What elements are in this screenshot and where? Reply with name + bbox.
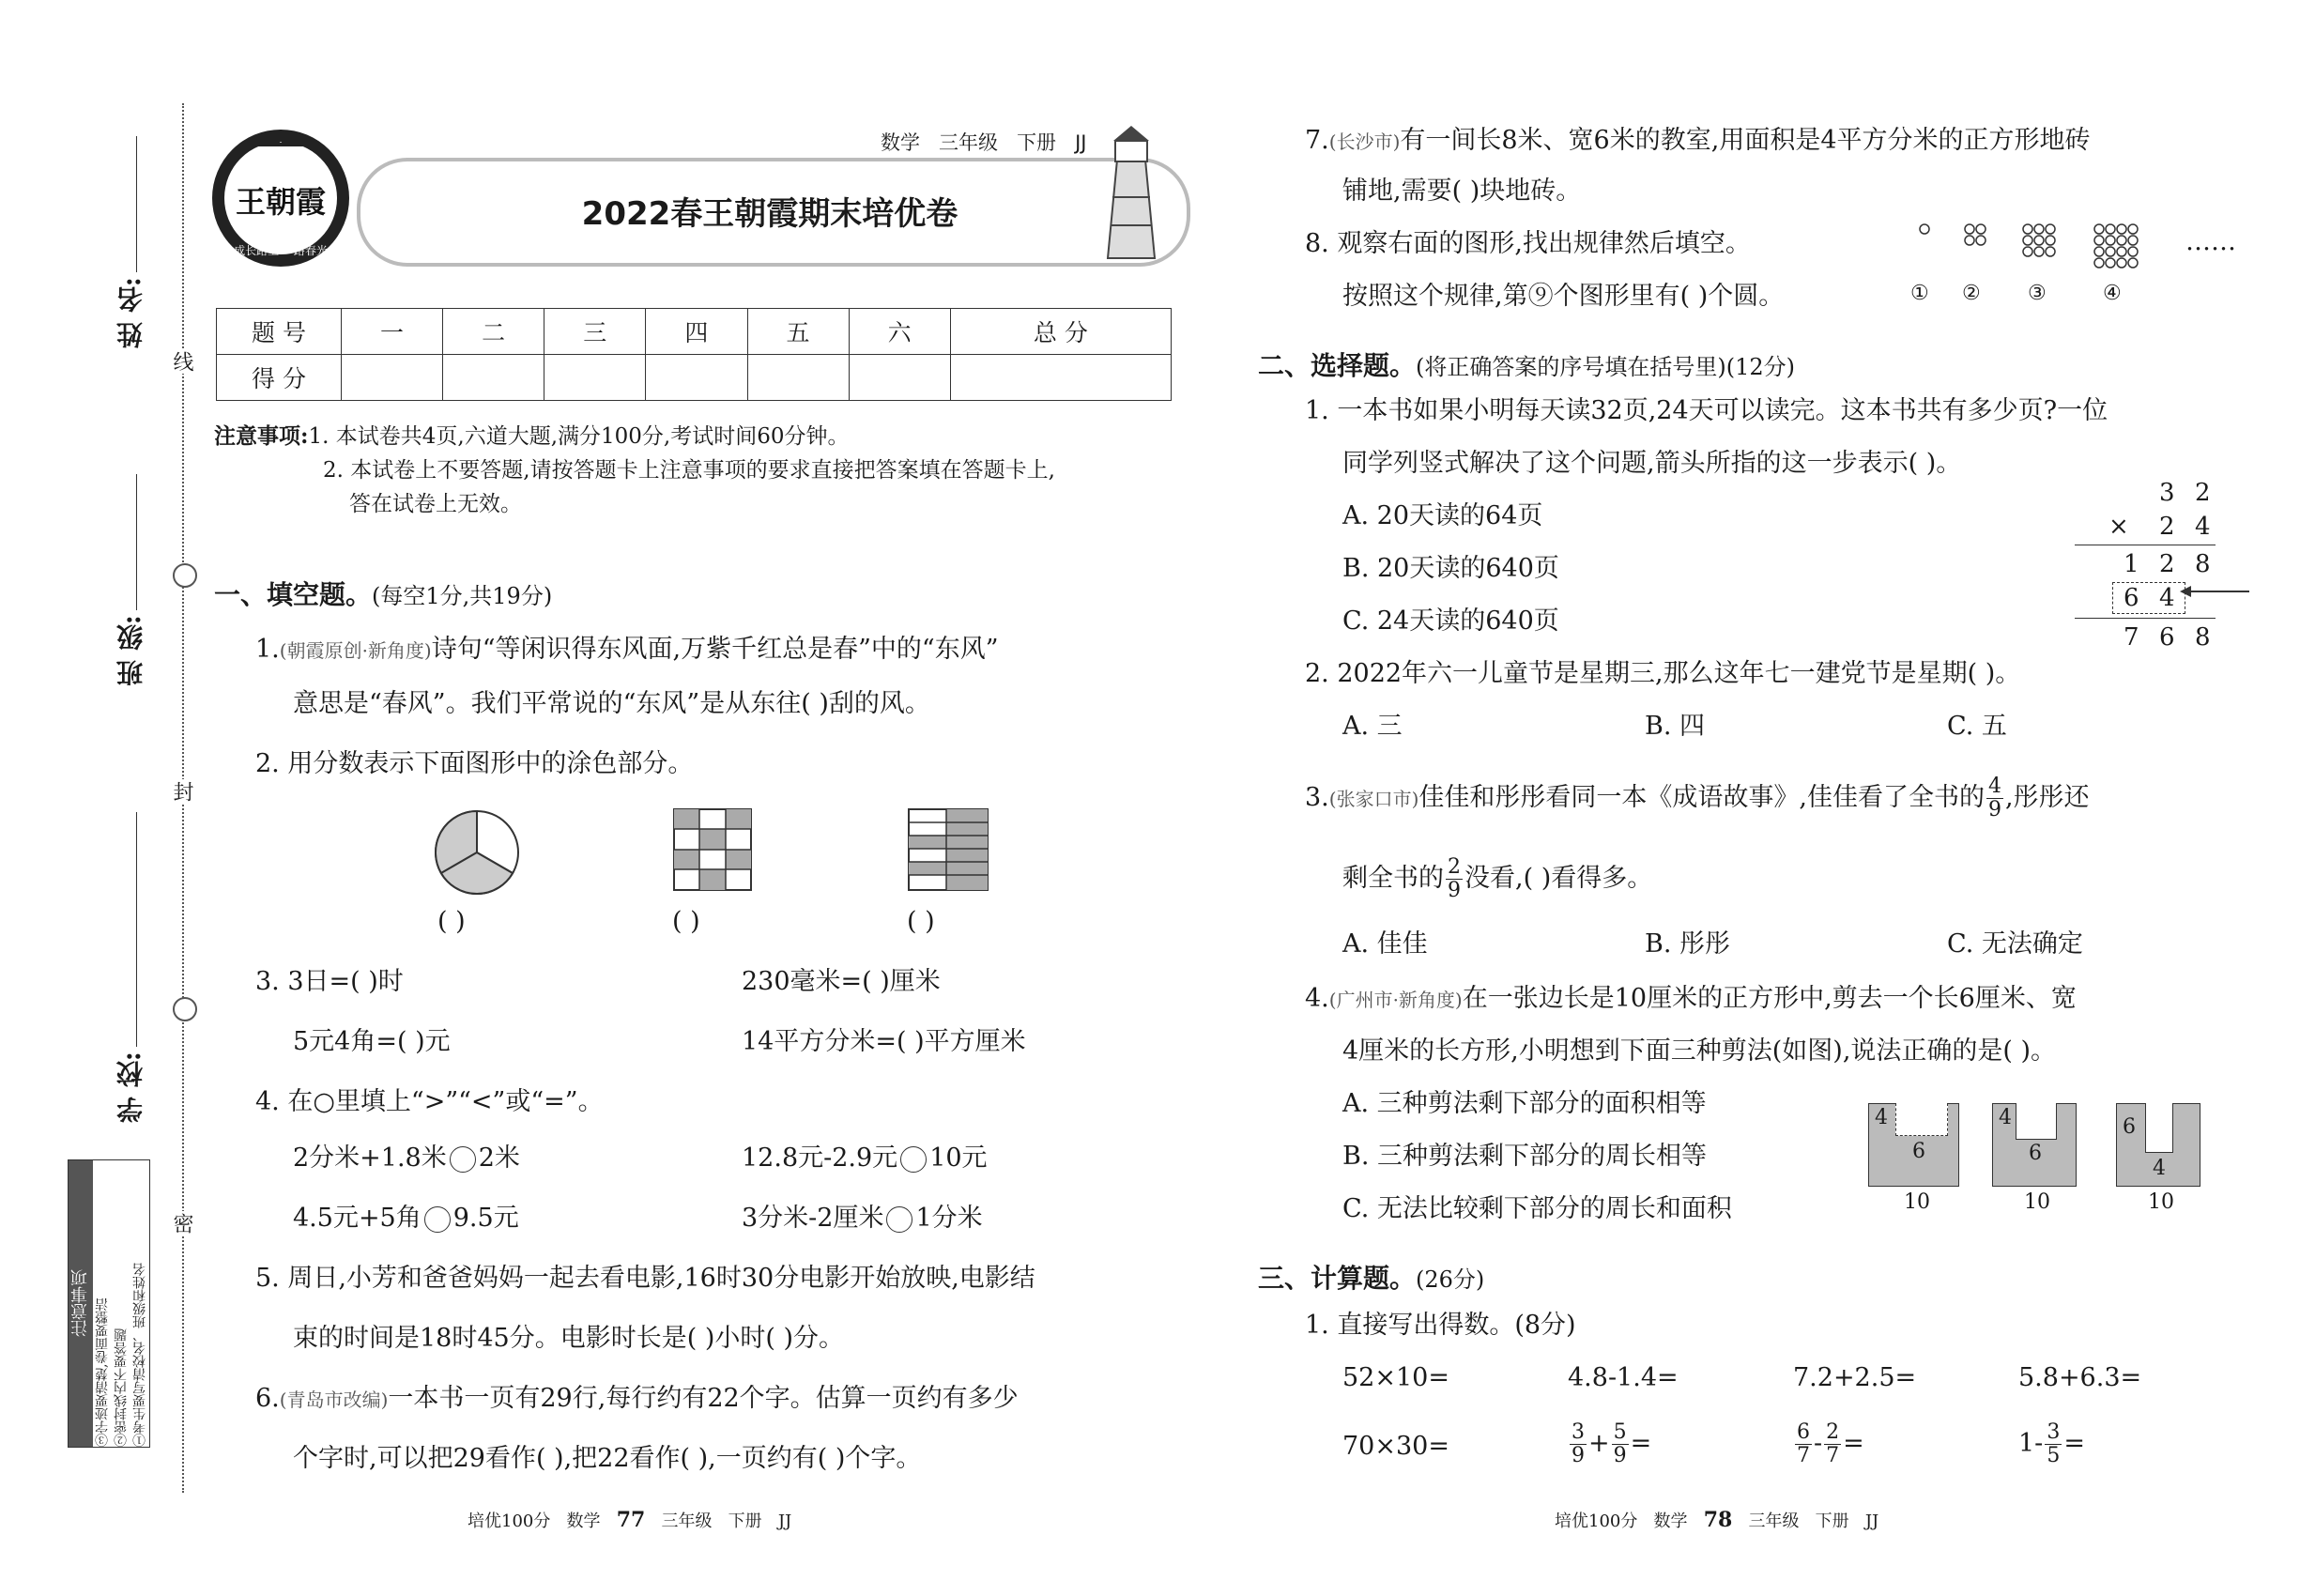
notes-line: 2. 本试卷上不要答题,请按答题卡上注意事项的要求直接把答案填在答题卡上, [323, 458, 1055, 483]
s2-q4-opt-b[interactable]: B. 三种剪法剩下部分的周长相等 [1342, 1142, 1708, 1171]
s1-q8-line2: 按照这个规律,第⑨个图形里有( )个圆。 [1342, 282, 1785, 311]
name-label: 姓 名: [115, 277, 146, 349]
notice-item: ③字迹要清楚,卷面要整洁 [95, 1297, 110, 1447]
score-cell: 得 分 [217, 355, 342, 401]
notice-item: ①考生要写清校名、班级和姓名 [132, 1263, 147, 1447]
s2-q2-opt-b[interactable]: B. 四 [1645, 712, 1706, 741]
score-input-cell[interactable] [950, 355, 1171, 401]
s1-q8-line1: 8. 观察右面的图形,找出规律然后填空。 [1305, 229, 1751, 258]
section-score: (将正确答案的序号填在括号里)(12分) [1416, 354, 1796, 380]
notes-line: 1. 本试卷共4页,六道大题,满分100分,考试时间60分钟。 [308, 424, 850, 449]
s2-q4-line2: 4厘米的长方形,小明想到下面三种剪法(如图),说法正确的是( )。 [1342, 1036, 2057, 1066]
cut-mark-xian: 线 [170, 351, 193, 372]
shaded-stripes-figure [907, 807, 989, 892]
brand-logo [212, 130, 349, 267]
s2-q3-opt-b[interactable]: B. 彤彤 [1645, 929, 1731, 959]
s1-q3-c: 5元4角=( )元 [293, 1027, 451, 1056]
s1-q6-line1: 6.(青岛市改编)一本书一页有29行,每行约有22个字。估算一页约有多少 [255, 1384, 1019, 1413]
s1-q1-line2: 意思是“春风”。我们平常说的“东风”是从东往( )刮的风。 [293, 689, 930, 718]
score-input-cell[interactable] [849, 355, 950, 401]
s1-q2: 2. 用分数表示下面图形中的涂色部分。 [255, 749, 694, 778]
notes-line: 答在试卷上无效。 [349, 492, 522, 516]
score-table-score-row [217, 355, 1172, 401]
section-2-heading [1258, 345, 1795, 383]
pattern-more: …… [2185, 227, 2236, 256]
header-meta [881, 128, 1086, 156]
s1-q4-d: 3分米-2厘米 1分米 [742, 1204, 983, 1233]
cut-figure-1: 4 6 [1868, 1103, 1959, 1187]
page-number: 78 [1703, 1508, 1733, 1532]
meta-subject: 数学 [881, 131, 920, 154]
binding-hole-1 [173, 563, 197, 588]
cut-figure-2: 4 6 [1992, 1103, 2077, 1187]
s1-q1-line1: 1.(朝霞原创·新角度)诗句“等闲识得东风面,万紫千红总是春”中的“东风” [255, 635, 999, 664]
score-cell: 六 [849, 309, 950, 355]
section-title: 一、填空题。 [214, 579, 373, 610]
s1-q4-b: 12.8元-2.9元 10元 [742, 1143, 988, 1173]
school-label: 学 校: [115, 1051, 146, 1124]
pattern-label-1: ① [1910, 282, 1929, 305]
score-input-cell[interactable] [443, 355, 544, 401]
compare-circle[interactable] [886, 1206, 912, 1233]
s1-q5-line1: 5. 周日,小芳和爸爸妈妈一起去看电影,16时30分电影开始放映,电影结 [255, 1264, 1035, 1293]
exam-title: 2022春王朝霞期末培优卷 [581, 195, 958, 233]
section-title: 三、计算题。 [1258, 1263, 1417, 1294]
calc-item: 70×30= [1342, 1432, 1449, 1461]
notice-item: ②密封线内不要答题 [114, 1328, 129, 1447]
s1-q3-d: 14平方分米=( )平方厘米 [742, 1027, 1026, 1056]
page-number: 77 [616, 1508, 646, 1532]
s1-q7-line1: 7.(长沙市)有一间长8米、宽6米的教室,用面积是4平方分米的正方形地砖 [1305, 126, 2091, 155]
notes [214, 420, 1055, 521]
cut-figure-1-label: 10 [1904, 1190, 1930, 1214]
section-title: 二、选择题。 [1258, 350, 1417, 381]
score-cell: 总 分 [950, 309, 1171, 355]
pattern-label-2: ② [1962, 282, 1981, 305]
binding-hole-2 [173, 997, 197, 1021]
score-input-cell[interactable] [646, 355, 747, 401]
score-table [216, 308, 1172, 401]
s2-q3-line1: 3.(张家口市)佳佳和彤彤看同一本《成语故事》,佳佳看了全书的 $\frac{4}{9}$ ,彤彤还 [1305, 774, 2090, 821]
s2-q1-opt-b[interactable]: B. 20天读的640页 [1342, 554, 1559, 583]
calc-item: 4.8-1.4= [1568, 1363, 1679, 1392]
cut-figure-3: 6 4 [2116, 1103, 2200, 1187]
s2-q4-opt-a[interactable]: A. 三种剪法剩下部分的面积相等 [1342, 1089, 1707, 1118]
score-cell: 二 [443, 309, 544, 355]
section-3-heading [1258, 1258, 1484, 1296]
s3-q1: 1. 直接写出得数。(8分) [1305, 1311, 1576, 1340]
score-input-cell[interactable] [544, 355, 646, 401]
shaded-circle-figure [432, 807, 522, 898]
s2-q4-line1: 4.(广州市·新角度)在一张边长是10厘米的正方形中,剪去一个长6厘米、宽 [1305, 984, 2077, 1013]
s1-q7-line2: 铺地,需要( )块地砖。 [1342, 176, 1582, 206]
s1-q5-line2: 束的时间是18时45分。电影时长是( )小时( )分。 [293, 1324, 845, 1353]
logo-slogan: 成长路上 一路春光 [234, 244, 328, 257]
q2-blank-1[interactable]: ( ) [437, 907, 466, 936]
footer-right: 培优100分 数学 78 三年级 下册 JJ [1555, 1508, 1879, 1532]
cut-figure-3-label: 10 [2148, 1190, 2174, 1214]
score-table-header-row [217, 309, 1172, 355]
s2-q2-opt-a[interactable]: A. 三 [1342, 712, 1403, 741]
score-cell: 五 [747, 309, 849, 355]
binding-notice-box [68, 1159, 150, 1448]
s2-q3-opt-c[interactable]: C. 无法确定 [1947, 929, 2083, 959]
arrow-left-icon [2178, 582, 2253, 601]
notes-label: 注意事项: [214, 423, 309, 449]
class-label: 班 级: [115, 615, 146, 687]
s2-q2-opt-c[interactable]: C. 五 [1947, 712, 2007, 741]
calc-item: 1- $\frac{3}{5}$ = [2018, 1420, 2085, 1467]
s2-q3-opt-a[interactable]: A. 佳佳 [1342, 929, 1428, 959]
circle-pattern-figure [1906, 220, 2178, 276]
s1-q4-c: 4.5元+5角 9.5元 [293, 1204, 519, 1233]
score-cell: 四 [646, 309, 747, 355]
s1-q6-line2: 个字时,可以把29看作( ),把22看作( ),一页约有( )个字。 [293, 1444, 922, 1473]
shaded-grid-figure [672, 807, 753, 892]
fraction: $\frac{2}{9}$ [1448, 854, 1461, 902]
compare-circle[interactable] [424, 1206, 451, 1233]
pattern-label-4: ④ [2103, 282, 2122, 305]
score-cell: 三 [544, 309, 646, 355]
s2-q3-line2: 剩全书的 $\frac{2}{9}$ 没看,( )看得多。 [1342, 854, 1653, 902]
name-line [136, 136, 137, 272]
s2-q1-opt-c[interactable]: C. 24天读的640页 [1342, 606, 1559, 636]
lighthouse-icon [1080, 122, 1183, 263]
s1-q4-a: 2分米+1.8米 2米 [293, 1143, 520, 1173]
class-line [136, 474, 137, 610]
section-score: (每空1分,共19分) [372, 583, 553, 609]
cut-mark-feng: 封 [170, 781, 193, 802]
compare-circle[interactable] [450, 1146, 476, 1173]
cut-figure-2-label: 10 [2024, 1190, 2050, 1214]
calc-item: 52×10= [1342, 1363, 1449, 1392]
compare-circle[interactable] [900, 1146, 927, 1173]
s1-q4: 4. 在○里填上“>”“<”或“=”。 [255, 1087, 604, 1116]
q2-blank-2[interactable]: ( ) [672, 907, 700, 936]
meta-grade: 三年级 [939, 131, 999, 154]
meta-term: 下册 [1017, 131, 1057, 154]
cut-mark-mi: 密 [170, 1213, 193, 1234]
calc-item: 5.8+6.3= [2018, 1363, 2142, 1392]
s2-q1-line2: 同学列竖式解决了这个问题,箭头所指的这一步表示( )。 [1342, 449, 1962, 478]
s2-q2: 2. 2022年六一儿童节是星期三,那么这年七一建党节是星期( )。 [1305, 659, 2021, 688]
school-line [136, 812, 137, 1047]
s1-q3-a: 3. 3日=( )时 [255, 967, 404, 996]
score-input-cell[interactable] [747, 355, 849, 401]
s2-q1-opt-a[interactable]: A. 20天读的64页 [1342, 501, 1543, 530]
score-cell: 一 [342, 309, 443, 355]
q2-blank-3[interactable]: ( ) [907, 907, 935, 936]
s2-q1-line1: 1. 一本书如果小明每天读32页,24天可以读完。这本书共有多少页?一位 [1305, 396, 2108, 425]
pattern-label-3: ③ [2028, 282, 2047, 305]
footer-left: 培优100分 数学 77 三年级 下册 JJ [468, 1508, 792, 1532]
calc-item: $\frac{6}{7}$ - $\frac{2}{7}$ = [1797, 1420, 1864, 1467]
section-1-heading [214, 575, 552, 612]
score-input-cell[interactable] [342, 355, 443, 401]
score-cell: 题 号 [217, 309, 342, 355]
fraction: $\frac{4}{9}$ [1987, 774, 2001, 821]
s1-q3-b: 230毫米=( )厘米 [742, 967, 941, 996]
logo-text: 王朝霞 [235, 184, 326, 220]
meta-edition: JJ [1075, 131, 1087, 154]
section-score: (26分) [1416, 1266, 1485, 1293]
calc-item: $\frac{3}{9}$ + $\frac{5}{9}$ = [1572, 1420, 1652, 1467]
notice-title: 注意事项 [69, 1160, 93, 1447]
calc-item: 7.2+2.5= [1793, 1363, 1917, 1392]
s2-q4-opt-c[interactable]: C. 无法比较剩下部分的周长和面积 [1342, 1194, 1732, 1223]
